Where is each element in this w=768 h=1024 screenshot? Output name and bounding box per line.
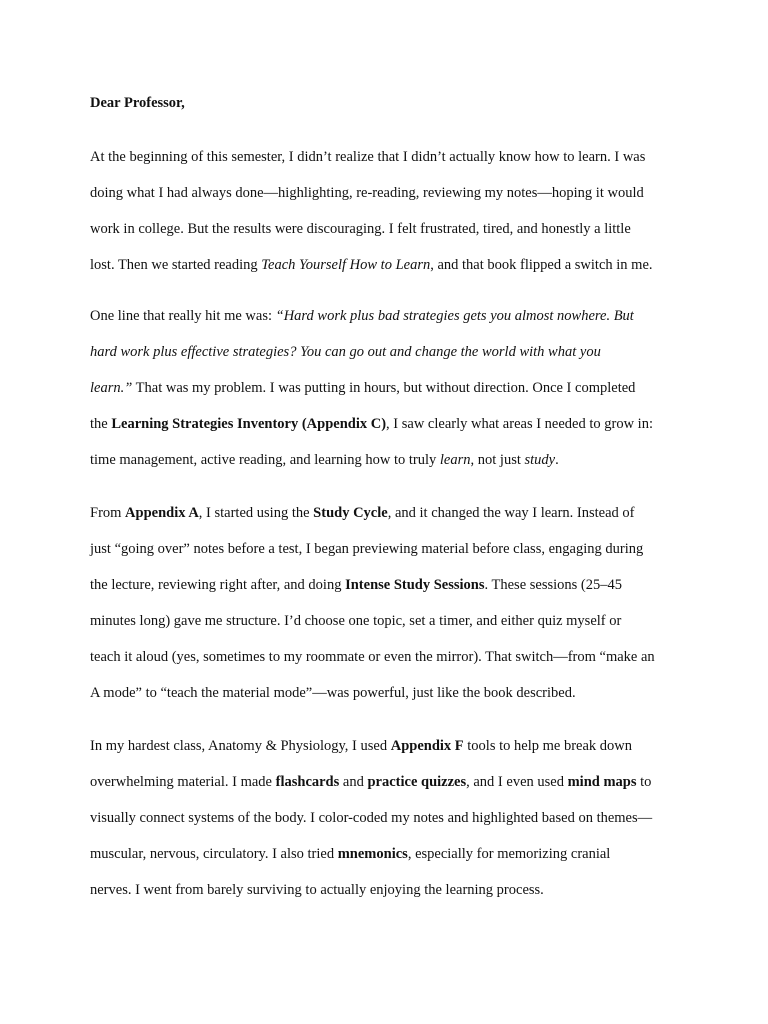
text-run: tools to help me break down [463,738,632,754]
text-run: , and it changed the way I learn. Instead of [387,505,635,521]
bold-text: Appendix A [125,505,199,521]
text-run: the lecture, reviewing right after, and doing [90,577,346,593]
text-run: , not just [470,452,525,468]
text-run: , I saw clearly what areas I needed to grow in: [386,416,653,432]
text-run: the [90,416,112,432]
text-line [90,378,690,414]
text-run: At the beginning of this semester, I didn’t realize that I didn’t actually know how to learn. I was [90,149,646,165]
text-run: and [339,774,368,790]
text-run: teach it aloud (yes, sometimes to my roommate or even the mirror). That switch—from “make an [90,649,655,665]
bold-text: mind maps [567,774,637,790]
text-line [90,647,690,683]
text-line [90,147,690,183]
text-line [90,306,690,342]
text-line [90,880,690,916]
text-run: time management, active reading, and learning how to truly [90,452,440,468]
italic-text: study [524,452,556,468]
text-run: , and I even used [466,774,568,790]
text-run: In my hardest class, Anatomy & Physiology, I used [90,738,391,754]
text-line [90,772,690,808]
text-run: That was my problem. I was putting in hours, but without direction. Once I completed [132,380,636,396]
text-run: . These sessions (25–45 [484,577,622,593]
text-line [90,575,690,611]
text-line [90,844,690,880]
text-run: A mode” to “teach the material mode”—was powerful, just like the book described. [90,685,576,701]
text-run: doing what I had always done—highlighting, re-reading, reviewing my notes—hoping it would [90,185,644,201]
text-run: , and that book flipped a switch in me. [430,257,653,273]
text-line [90,342,690,378]
text-line [90,219,690,255]
italic-text: Teach Yourself How to Learn [261,257,431,273]
text-line [90,611,690,647]
paragraph-1 [90,147,690,291]
bold-text: practice quizzes [367,774,467,790]
text-run: just “going over” notes before a test, I began previewing material before class, engaging during [90,541,644,557]
text-run: nerves. I went from barely surviving to actually enjoying the learning process. [90,882,544,898]
text-run: minutes long) gave me structure. I’d choose one topic, set a timer, and either quiz myself or [90,613,622,629]
text-run: lost. Then we started reading [90,257,262,273]
bold-text: flashcards [275,774,340,790]
text-run: to [636,774,652,790]
paragraph-4 [90,736,690,916]
paragraph-2 [90,306,690,486]
bold-text: mnemonics [337,846,408,862]
text-line [90,414,690,450]
text-line [90,183,690,219]
bold-text: Appendix F [390,738,464,754]
text-line [90,683,690,719]
bold-text: Learning Strategies Inventory (Appendix C) [111,416,387,432]
text-line [90,255,690,291]
text-line [90,450,690,486]
salutation: Dear Professor, [90,95,185,111]
text-run: , especially for memorizing cranial [407,846,611,862]
text-run: , I started using the [198,505,314,521]
bold-text: Study Cycle [313,505,388,521]
bold-text: Intense Study Sessions [345,577,485,593]
paragraph-3 [90,503,690,719]
text-run: One line that really hit me was: [90,308,276,324]
text-run: muscular, nervous, circulatory. I also tried [90,846,338,862]
italic-text: “Hard work plus bad strategies gets you almost nowhere. But [275,308,634,324]
text-line [90,736,690,772]
italic-text: hard work plus effective strategies? You can go out and change the world with what you [90,344,601,360]
text-run: . [555,452,559,468]
text-run: From [90,505,126,521]
text-line [90,503,690,539]
text-line [90,808,690,844]
text-line [90,539,690,575]
text-run: visually connect systems of the body. I color-coded my notes and highlighted based on themes— [90,810,653,826]
text-run: work in college. But the results were discouraging. I felt frustrated, tired, and honestly a little [90,221,631,237]
italic-text: learn [439,452,471,468]
text-run: overwhelming material. I made [90,774,276,790]
italic-text: learn.” [90,380,133,396]
